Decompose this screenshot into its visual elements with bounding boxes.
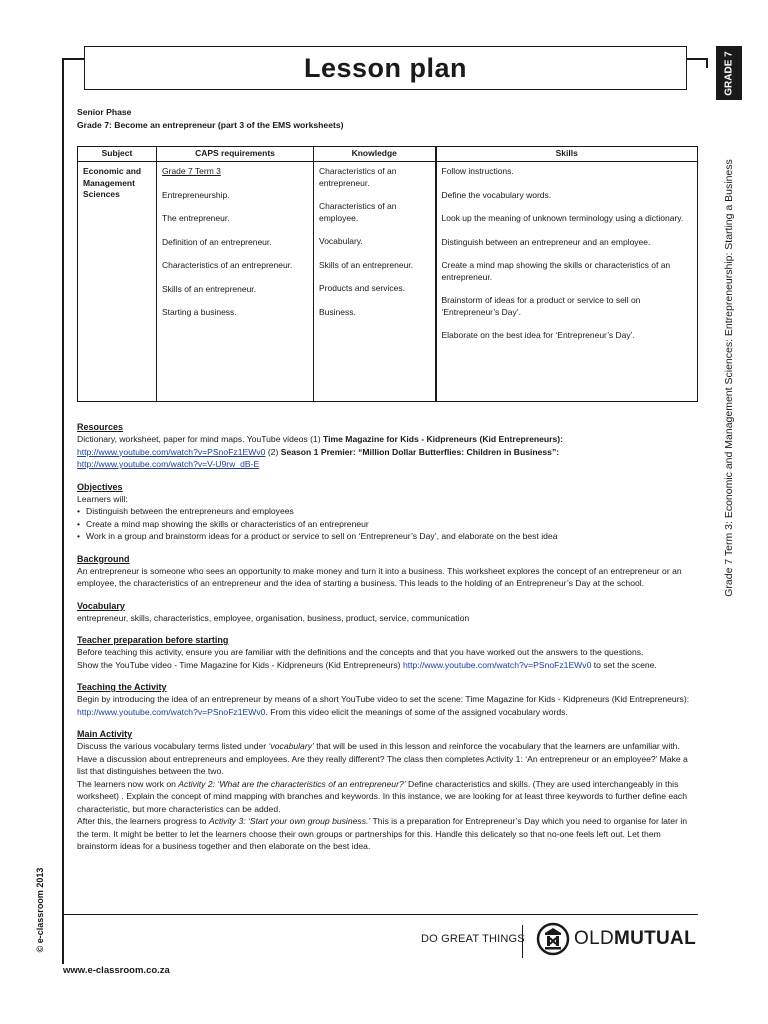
knowledge-item: Products and services. — [319, 283, 405, 293]
background-heading: Background — [77, 553, 130, 564]
skills-cell — [436, 162, 698, 402]
background-section — [77, 554, 697, 590]
side-running-title: Grade 7 Term 3: Economic and Management Sciences: Entrepreneurship: Starting a Business — [723, 159, 735, 597]
caps-item: Skills of an entrepreneur. — [162, 283, 257, 294]
text-run: Define characteristics and skills. (They are used interchangeably in this worksheet) . Explain the concept of mind mapping with branches and keywords. In this instance, we are looking for at least three keywords to further define each characteristic, but more characteristics can be added. — [77, 778, 688, 814]
caps-item: Definition of an entrepreneur. — [162, 236, 272, 247]
text-run: The learners now work on — [77, 778, 179, 789]
teacher-prep-section — [77, 635, 697, 671]
text-run-italic: Activity 2: ‘What are the characteristics of an entrepreneur?’ — [178, 778, 406, 789]
teacher-prep-text: Before teaching this activity, ensure you are familiar with the definitions and the concepts and that you have worked out the answers to the questions. — [77, 647, 644, 657]
objectives-heading: Objectives — [77, 481, 123, 492]
sidebar — [716, 46, 744, 597]
video-link-2[interactable]: http://www.youtube.com/watch?v=V-U9rw_dB-E — [77, 459, 260, 469]
brand-name — [574, 928, 696, 950]
footer-slogan: DO GREAT THINGS — [421, 933, 525, 945]
header-caps: CAPS requirements — [157, 147, 314, 162]
list-item: • Distinguish between the entrepreneurs and employees — [77, 505, 697, 518]
grade-tag — [716, 46, 742, 100]
table-header-row — [78, 147, 698, 162]
list-item: • Create a mind map showing the skills or characteristics of an entrepreneur — [77, 518, 697, 531]
resources-text — [77, 433, 697, 471]
resources-video1-title: Time Magazine for Kids - Kidpreneurs (Kid Entrepreneurs): — [323, 434, 564, 444]
objectives-list — [77, 505, 697, 543]
old-mutual-logo-icon — [536, 922, 570, 956]
grade-line: Grade 7: Become an entrepreneur (part 3 of the EMS worksheets) — [77, 119, 344, 130]
text-run: that will be used in this lesson and reinforce the vocabulary that the learners are unfamiliar with. — [313, 741, 680, 751]
teaching-intro: Begin by introducing the idea of an entrepreneur by means of a short YouTube video to set the scene: Time Magazine for Kids - Kidpreneurs (Kid Entrepreneurs): — [77, 694, 690, 704]
video-link-1[interactable]: http://www.youtube.com/watch?v=PSnoFz1EWv0 — [77, 446, 266, 457]
curriculum-table — [77, 146, 698, 402]
knowledge-item: Characteristics of an entrepreneur. — [319, 166, 397, 188]
video-link-3[interactable]: http://www.youtube.com/watch?v=PSnoFz1EWv0 — [402, 659, 592, 670]
text-run-italic: ‘vocabulary’ — [268, 741, 314, 751]
skill-item: Elaborate on the best idea for ‘Entrepreneur’s Day’. — [441, 330, 635, 340]
resources-video2-title: Season 1 Premier: “Million Dollar Butterflies: Children in Business”: — [280, 446, 560, 457]
copyright-notice: © e-classroom 2013 — [35, 867, 45, 953]
list-item: • Work in a group and brainstorm ideas for a product or service to sell on ‘Entrepreneur’s Day’, and elaborate on the best idea — [77, 530, 697, 543]
objectives-intro: Learners will: — [77, 493, 128, 504]
lesson-content — [77, 106, 697, 853]
skill-item: Define the vocabulary words. — [441, 189, 552, 200]
header-skills: Skills — [436, 147, 698, 162]
page-frame-left — [62, 58, 64, 964]
teacher-prep-heading: Teacher preparation before starting — [77, 635, 229, 645]
phase-label: Senior Phase — [77, 107, 132, 117]
teaching-tail: . From this video elicit the meanings of some of the assigned vocabulary words. — [265, 706, 568, 717]
text-run-italic: Activity 3: ‘Start your own group business.’ — [208, 816, 371, 826]
subject-line: Sciences — [83, 189, 120, 199]
vocabulary-heading: Vocabulary — [77, 600, 125, 611]
table-row — [78, 162, 698, 402]
subject-line: Management — [83, 177, 135, 188]
skill-item: Create a mind map showing the skills or characteristics of an entrepreneur. — [441, 260, 671, 282]
teacher-prep-video-text: Show the YouTube video - Time Magazine for Kids - Kidpreneurs (Kid Entrepreneurs) — [77, 659, 403, 670]
background-text: An entrepreneur is someone who sees an opportunity to make money and turn it into a business. This worksheet explores the concept of an entrepreneur or an employee, the characteristics of an entrepreneur and the idea of starting a business. This leads to the holding of an Entrepreneur’s Day at the school. — [77, 565, 682, 588]
text-run: Discuss the various vocabulary terms listed under — [77, 741, 269, 751]
knowledge-item: Skills of an entrepreneur. — [319, 259, 414, 270]
main-activity-section — [77, 729, 697, 853]
knowledge-item: Characteristics of an employee. — [319, 201, 397, 223]
main-activity-p3 — [77, 778, 697, 816]
brand-name-light: OLD — [574, 928, 614, 949]
main-activity-p1 — [77, 740, 697, 753]
teaching-text — [77, 693, 697, 718]
footer-vertical-divider — [522, 925, 523, 958]
resources-heading: Resources — [77, 422, 124, 432]
caps-heading: Grade 7 Term 3 — [162, 166, 221, 176]
teacher-prep-video — [77, 659, 697, 672]
header-subject: Subject — [78, 147, 157, 162]
skill-item: Brainstorm of ideas for a product or service to sell on ‘Entrepreneur’s Day’. — [441, 295, 641, 317]
skill-item: Follow instructions. — [441, 166, 514, 176]
grade-tag-label: GRADE 7 — [723, 50, 735, 96]
knowledge-item: Vocabulary. — [319, 236, 363, 246]
caps-item: The entrepreneur. — [162, 213, 230, 223]
footer-divider-line — [62, 914, 698, 915]
teaching-section — [77, 682, 697, 718]
page-frame-right — [706, 58, 708, 68]
resources-section — [77, 422, 697, 471]
page-title: Lesson plan — [303, 52, 468, 83]
caps-cell — [157, 162, 314, 402]
skill-item: Distinguish between an entrepreneur and an employee. — [441, 236, 651, 247]
teaching-heading: Teaching the Activity — [77, 682, 167, 692]
teacher-prep-video-tail: to set the scene. — [591, 659, 657, 670]
video-link-4[interactable]: http://www.youtube.com/watch?v=PSnoFz1EWv0 — [77, 706, 266, 717]
title-box — [84, 46, 687, 90]
website-url[interactable]: www.e-classroom.co.za — [63, 965, 170, 976]
vocabulary-section — [77, 601, 697, 625]
caps-item: Characteristics of an entrepreneur. — [162, 260, 293, 270]
caps-item: Entrepreneurship. — [162, 189, 230, 200]
knowledge-item: Business. — [319, 306, 356, 317]
old-mutual-logo — [536, 922, 696, 956]
brand-name-bold: MUTUAL — [613, 928, 696, 949]
resources-separator: (2) — [265, 446, 281, 457]
objectives-section — [77, 482, 697, 543]
vocabulary-text: entrepreneur, skills, characteristics, employee, organisation, business, product, service, communication — [77, 612, 470, 623]
text-run: This is a preparation for Entrepreneur’s Day which you need to organise for later in the term. It might be better to let the learners choose their own groups or partnerships for this. Handle this delicately so that no-one feels left out. Let them brainstorm ideas for a business together and then elaborate on the best idea. — [77, 816, 688, 851]
main-activity-heading: Main Activity — [77, 729, 133, 739]
main-activity-p2: Have a discussion about entrepreneurs and employees. Are they really different? The class then completes Activity 1: ‘An entrepreneur or an employee?’ Make a list that distinguishes between the two. — [77, 753, 688, 776]
resources-intro: Dictionary, worksheet, paper for mind maps. YouTube videos (1) — [77, 434, 323, 444]
text-run: After this, the learners progress to — [77, 816, 209, 826]
skill-item: Look up the meaning of unknown terminology using a dictionary. — [441, 213, 684, 223]
subject-cell — [78, 162, 157, 402]
header-knowledge: Knowledge — [314, 147, 436, 162]
subject-line: Economic and — [83, 166, 142, 176]
main-activity-p4 — [77, 815, 697, 853]
caps-item: Starting a business. — [162, 307, 237, 317]
knowledge-cell — [314, 162, 436, 402]
